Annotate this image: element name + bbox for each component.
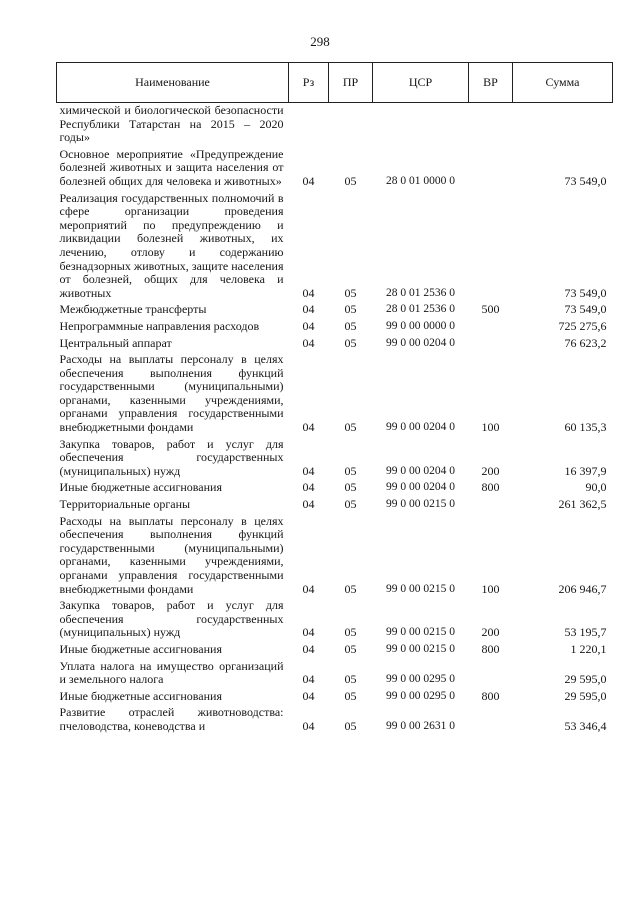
header-pr: ПР bbox=[329, 63, 373, 103]
cell-sum: 53 195,7 bbox=[564, 625, 607, 640]
cell-rz: 04 bbox=[302, 335, 315, 350]
cell-name: Расходы на выплаты персоналу в целях обеспечения выполнения функций государственными (муниципальными) органами, казенными учреждениями, органами управления государственными внебюджетными фондами bbox=[59, 513, 284, 596]
cell-rz: 04 bbox=[302, 285, 315, 300]
table-row bbox=[57, 598, 613, 642]
cell-vr bbox=[469, 319, 513, 336]
cell-name: Территориальные органы bbox=[59, 497, 191, 512]
cell-rz: 04 bbox=[302, 318, 315, 333]
cell-name: Центральный аппарат bbox=[59, 335, 172, 350]
cell-rz: 04 bbox=[302, 688, 315, 703]
table-row bbox=[57, 336, 613, 353]
header-rz: Рз bbox=[289, 63, 329, 103]
cell-vr: 100 bbox=[481, 420, 500, 435]
cell-csr: 99 0 00 0295 0 bbox=[386, 689, 455, 702]
cell-name: Закупка товаров, работ и услуг для обеспечения государственных (муниципальных) нужд bbox=[59, 598, 284, 640]
header-sum: Сумма bbox=[513, 63, 613, 103]
cell-pr: 05 bbox=[344, 318, 357, 333]
cell-name: Реализация государственных полномочий в сфере организации проведения мероприятий по предупреждению и ликвидации болезней животных, их лечению, отлову и содержанию безнадзорных животных, защите населения от болезней, общих для человека и животных bbox=[59, 190, 284, 300]
cell-rz: 04 bbox=[302, 302, 315, 317]
cell-name: Основное мероприятие «Предупреждение болезней животных и защита населения от болезней общих для человека и животных» bbox=[59, 146, 284, 188]
cell-vr bbox=[469, 103, 513, 147]
table-row bbox=[57, 689, 613, 706]
cell-sum: 16 397,9 bbox=[564, 463, 607, 478]
cell-sum: 261 362,5 bbox=[558, 497, 607, 512]
cell-sum: 73 549,0 bbox=[564, 173, 607, 188]
cell-sum: 73 549,0 bbox=[564, 302, 607, 317]
cell-rz: 04 bbox=[302, 420, 315, 435]
cell-vr: 200 bbox=[481, 463, 500, 478]
cell-sum bbox=[513, 103, 613, 147]
cell-sum: 206 946,7 bbox=[558, 581, 607, 596]
cell-pr: 05 bbox=[344, 641, 357, 656]
table-row bbox=[57, 437, 613, 481]
cell-pr: 05 bbox=[344, 420, 357, 435]
cell-pr: 05 bbox=[344, 480, 357, 495]
cell-vr bbox=[469, 147, 513, 191]
cell-csr: 99 0 00 0295 0 bbox=[386, 673, 455, 686]
cell-pr: 05 bbox=[344, 463, 357, 478]
cell-sum: 29 595,0 bbox=[564, 672, 607, 687]
cell-rz: 04 bbox=[302, 625, 315, 640]
cell-name: Закупка товаров, работ и услуг для обеспечения государственных (муниципальных) нужд bbox=[59, 436, 284, 478]
cell-vr bbox=[469, 659, 513, 689]
header-csr: ЦСР bbox=[373, 63, 469, 103]
cell-name: Уплата налога на имущество организаций и земельного налога bbox=[59, 658, 284, 687]
cell-pr: 05 bbox=[344, 497, 357, 512]
cell-pr: 05 bbox=[344, 625, 357, 640]
cell-sum: 60 135,3 bbox=[564, 420, 607, 435]
cell-vr bbox=[469, 336, 513, 353]
cell-name: Развитие отраслей животноводства: пчеловодства, коневодства и bbox=[59, 705, 284, 733]
cell-csr: 99 0 00 0204 0 bbox=[386, 481, 455, 494]
cell-csr: 99 0 00 0204 0 bbox=[386, 421, 455, 434]
cell-csr: 28 0 01 2536 0 bbox=[386, 303, 455, 316]
cell-csr: 99 0 00 0204 0 bbox=[386, 336, 455, 349]
cell-pr: 05 bbox=[344, 285, 357, 300]
cell-sum: 29 595,0 bbox=[564, 688, 607, 703]
cell-pr: 05 bbox=[344, 335, 357, 350]
cell-pr: 05 bbox=[344, 672, 357, 687]
cell-rz: 04 bbox=[302, 581, 315, 596]
header-name: Наименование bbox=[57, 63, 289, 103]
cell-sum: 90,0 bbox=[585, 480, 607, 495]
cell-rz: 04 bbox=[302, 718, 315, 733]
cell-sum: 73 549,0 bbox=[564, 285, 607, 300]
cell-vr: 100 bbox=[481, 581, 500, 596]
cell-pr: 05 bbox=[344, 688, 357, 703]
cell-name: Иные бюджетные ассигнования bbox=[59, 480, 222, 495]
cell-vr: 800 bbox=[481, 688, 500, 703]
cell-vr bbox=[469, 497, 513, 514]
cell-csr: 99 0 00 0204 0 bbox=[386, 464, 455, 477]
table-row bbox=[57, 705, 613, 735]
cell-name: Расходы на выплаты персоналу в целях обеспечения выполнения функций государственными (муниципальными) органами, казенными учреждениями, органами управления государственными внебюджетными фондами bbox=[59, 352, 284, 435]
table-body bbox=[57, 103, 613, 736]
cell-rz: 04 bbox=[302, 463, 315, 478]
table-header bbox=[57, 63, 613, 103]
cell-rz: 04 bbox=[302, 641, 315, 656]
cell-name: химической и биологической безопасности Республики Татарстан на 2015 – 2020 годы» bbox=[59, 103, 284, 145]
table-row bbox=[57, 642, 613, 659]
cell-pr: 05 bbox=[344, 302, 357, 317]
table-row bbox=[57, 147, 613, 191]
cell-name: Иные бюджетные ассигнования bbox=[59, 641, 222, 656]
budget-table bbox=[56, 62, 612, 736]
cell-vr: 800 bbox=[481, 641, 500, 656]
table-row bbox=[57, 514, 613, 599]
cell-csr: 99 0 00 0215 0 bbox=[386, 642, 455, 655]
cell-csr bbox=[373, 103, 469, 147]
header-vr: ВР bbox=[469, 63, 513, 103]
cell-vr: 500 bbox=[481, 302, 500, 317]
cell-sum: 53 346,4 bbox=[564, 718, 607, 733]
cell-vr: 200 bbox=[481, 625, 500, 640]
cell-csr: 99 0 00 0000 0 bbox=[386, 319, 455, 332]
cell-name: Иные бюджетные ассигнования bbox=[59, 688, 222, 703]
table-row bbox=[57, 659, 613, 689]
cell-pr: 05 bbox=[344, 173, 357, 188]
table-row bbox=[57, 302, 613, 319]
cell-sum: 76 623,2 bbox=[564, 335, 607, 350]
table-row bbox=[57, 319, 613, 336]
cell-csr: 28 0 01 0000 0 bbox=[386, 174, 455, 187]
page-number: 298 bbox=[310, 34, 330, 49]
cell-csr: 99 0 00 2631 0 bbox=[386, 719, 455, 732]
cell-rz: 04 bbox=[302, 480, 315, 495]
cell-pr: 05 bbox=[344, 581, 357, 596]
table-row bbox=[57, 352, 613, 437]
cell-csr: 99 0 00 0215 0 bbox=[386, 582, 455, 595]
cell-rz bbox=[289, 103, 329, 147]
table-row bbox=[57, 480, 613, 497]
table-row bbox=[57, 497, 613, 514]
cell-name: Непрограммные направления расходов bbox=[59, 318, 260, 333]
cell-vr bbox=[469, 191, 513, 303]
cell-csr: 28 0 01 2536 0 bbox=[386, 286, 455, 299]
cell-name: Межбюджетные трансферты bbox=[59, 302, 207, 317]
cell-sum: 725 275,6 bbox=[558, 318, 607, 333]
cell-rz: 04 bbox=[302, 497, 315, 512]
cell-sum: 1 220,1 bbox=[570, 641, 607, 656]
cell-pr: 05 bbox=[344, 718, 357, 733]
cell-pr bbox=[329, 103, 373, 147]
cell-csr: 99 0 00 0215 0 bbox=[386, 626, 455, 639]
cell-vr bbox=[469, 705, 513, 735]
table-row bbox=[57, 103, 613, 147]
cell-vr: 800 bbox=[481, 480, 500, 495]
cell-rz: 04 bbox=[302, 672, 315, 687]
table-row bbox=[57, 191, 613, 303]
cell-csr: 99 0 00 0215 0 bbox=[386, 498, 455, 511]
cell-rz: 04 bbox=[302, 173, 315, 188]
